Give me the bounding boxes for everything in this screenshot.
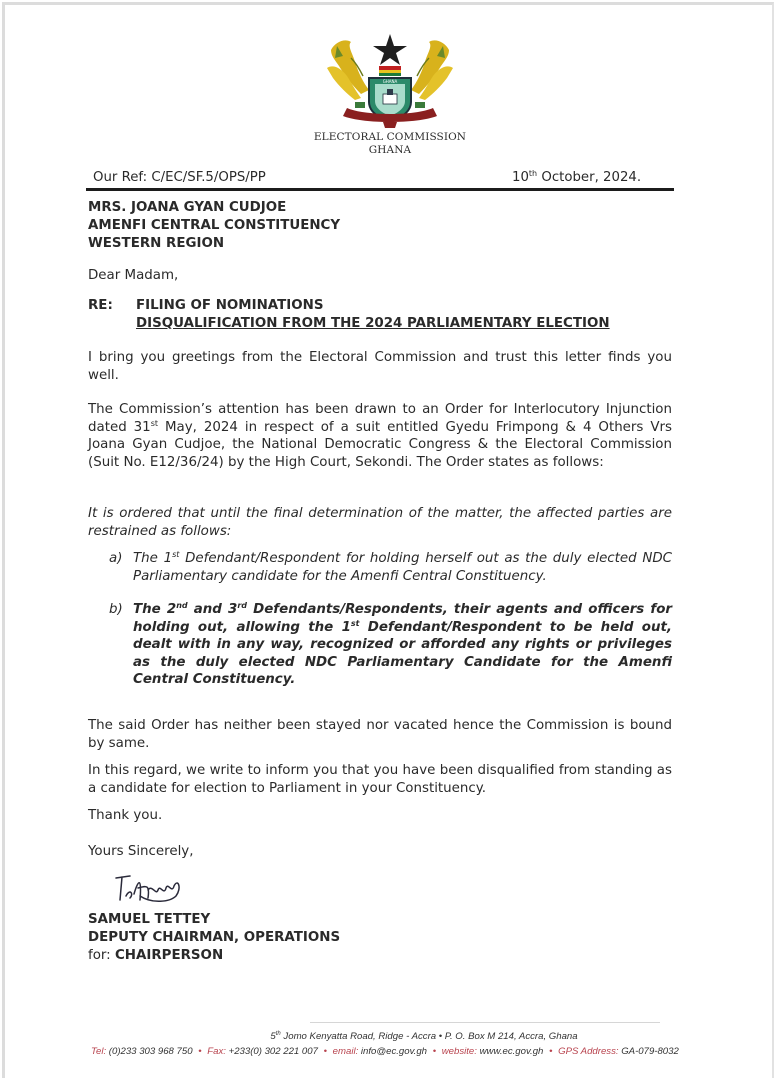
- electoral-commission-crest-icon: [325, 28, 455, 130]
- footer-tel: (0)233 303 968 750: [106, 1046, 193, 1057]
- footer-address: 5th Jomo Kenyatta Road, Ridge - Accra • P. O. Box M 214, Accra, Ghana: [270, 1031, 578, 1042]
- letterhead-caption: [290, 131, 490, 157]
- addressee-region: WESTERN REGION: [88, 236, 225, 251]
- org-name: ELECTORAL COMMISSION: [313, 131, 467, 143]
- our-reference: Our Ref: C/EC/SF.5/OPS/PP: [93, 170, 266, 185]
- handwritten-signature-icon: [112, 870, 192, 910]
- body-thanks: Thank you.: [88, 808, 163, 823]
- closing: Yours Sincerely,: [88, 844, 194, 859]
- footer-fax: +233(0) 302 221 007: [225, 1046, 318, 1057]
- body-paragraph-order-quote: It is ordered that until the final determination of the matter, the affected parties are restrained as follows:: [88, 506, 672, 539]
- body-paragraph-binding: The said Order has neither been stayed nor vacated hence the Commission is bound by same.: [88, 718, 672, 751]
- subject-label: RE:: [88, 298, 113, 313]
- addressee-constituency: AMENFI CENTRAL CONSTITUENCY: [88, 218, 341, 233]
- org-country: GHANA: [368, 144, 412, 156]
- subject-line-1: FILING OF NOMINATIONS: [136, 298, 324, 313]
- reference-line: [90, 170, 674, 188]
- footer-divider: [310, 1022, 660, 1023]
- order-item-b: [109, 601, 672, 689]
- signatory-name: SAMUEL TETTEY: [88, 912, 211, 927]
- order-item-a: [109, 550, 672, 585]
- addressee-block: [88, 199, 340, 253]
- item-marker: b): [109, 602, 123, 617]
- footer-email[interactable]: info@ec.gov.gh: [358, 1046, 428, 1057]
- letterhead-footer: [80, 1030, 710, 1059]
- addressee-name: MRS. JOANA GYAN CUDJOE: [88, 200, 287, 215]
- signatory-block: [88, 911, 340, 965]
- body-paragraph-greeting: I bring you greetings from the Electoral Commission and trust this letter finds you well.: [88, 350, 672, 383]
- body-paragraph-order: The Commission’s attention has been drawn to an Order for Interlocutory Injunction dated 31st May, 2024 in respect of a suit entitled Gyedu Frimpong & 4 Others Vrs Joana Gyan Cudjoe, the National Democratic Congress & the Electoral Commission (Suit No. E12/36/24) by the High Court, Sekondi. The Order states as follows:: [88, 402, 672, 470]
- footer-website[interactable]: www.ec.gov.gh: [476, 1046, 544, 1057]
- body-paragraph-disqualification: In this regard, we write to inform you that you have been disqualified from standing as a candidate for election to Parliament in your Constituency.: [88, 763, 672, 796]
- salutation: Dear Madam,: [88, 268, 179, 283]
- header-divider: [86, 188, 674, 191]
- subject-line-2: DISQUALIFICATION FROM THE 2024 PARLIAMENTARY ELECTION: [136, 316, 610, 331]
- signatory-title: DEPUTY CHAIRMAN, OPERATIONS: [88, 930, 341, 945]
- footer-contacts: Tel: (0)233 303 968 750 • Fax: +233(0) 302 221 007 • email: info@ec.gov.gh • website: www.ec.gov.gh • GPS Address: GA-079-8032: [91, 1046, 679, 1057]
- svg-text:GHANA: GHANA: [382, 79, 398, 84]
- footer-gps: GA-079-8032: [618, 1046, 679, 1057]
- item-text: The 2nd and 3rd Defendants/Respondents, their agents and officers for holding out, allowing the 1st Defendant/Respondent to be held out, dealt with in any way, recognized or afforded any rights or privileges as the duly elected NDC Parliamentary Candidate for the Amenfi Central Constituency.: [133, 601, 673, 687]
- letter-date: 10th October, 2024.: [512, 169, 642, 185]
- signatory-for: for: CHAIRPERSON: [88, 948, 224, 963]
- item-text: The 1st Defendant/Respondent for holding herself out as the duly elected NDC Parliamentary candidate for the Amenfi Central Constituency.: [133, 550, 672, 584]
- item-marker: a): [109, 551, 123, 566]
